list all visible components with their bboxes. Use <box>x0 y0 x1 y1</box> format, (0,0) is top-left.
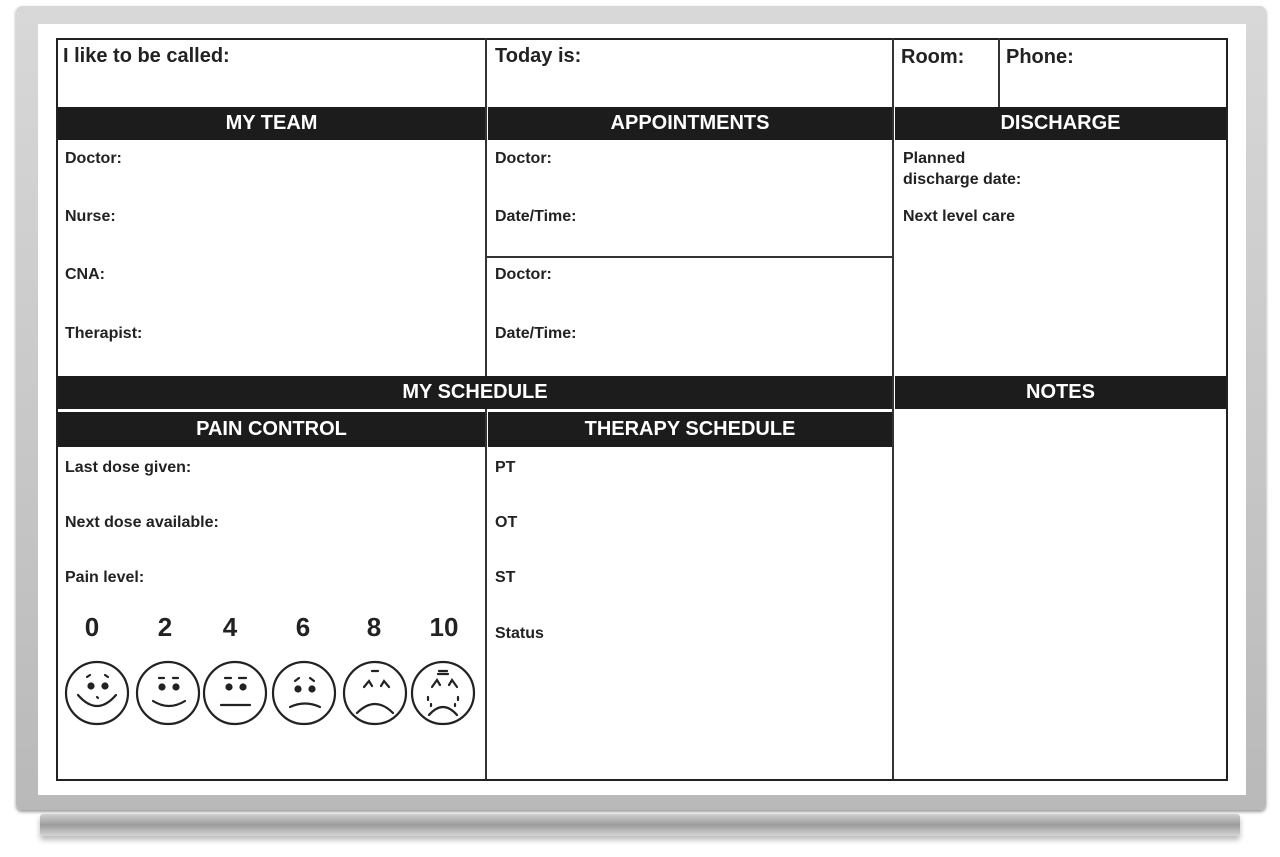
divider <box>998 38 1000 107</box>
face-very-sad-icon <box>344 662 406 724</box>
appt-doctor-label: Doctor: <box>495 150 552 167</box>
phone-label: Phone: <box>1006 46 1074 68</box>
next-level-care-label: Next level care <box>903 208 1016 225</box>
appt-datetime-label: Date/Time: <box>495 208 577 225</box>
header-my-schedule: MY SCHEDULE <box>58 376 892 409</box>
face-very-happy-icon <box>66 662 128 724</box>
pain-faces <box>56 655 486 735</box>
team-therapist-label: Therapist: <box>65 325 143 342</box>
appt-doctor-label: Doctor: <box>495 266 552 283</box>
therapy-st-label: ST <box>495 569 516 586</box>
header-my-team: MY TEAM <box>58 107 485 140</box>
therapy-ot-label: OT <box>495 514 518 531</box>
header-therapy-schedule: THERAPY SCHEDULE <box>488 412 892 447</box>
marker-tray <box>40 814 1240 836</box>
face-sad-icon <box>273 662 335 724</box>
next-dose-label: Next dose available: <box>65 514 219 531</box>
header-pain-control: PAIN CONTROL <box>58 412 485 447</box>
appt-datetime-label: Date/Time: <box>495 325 577 342</box>
pain-scale-10: 10 <box>429 612 459 642</box>
pain-scale-2: 2 <box>157 612 173 642</box>
pain-level-label: Pain level: <box>65 569 145 586</box>
face-crying-icon <box>412 662 474 724</box>
header-notes: NOTES <box>895 376 1226 409</box>
pain-scale-6: 6 <box>295 612 311 642</box>
team-nurse-label: Nurse: <box>65 208 116 225</box>
pain-scale-0: 0 <box>84 612 100 642</box>
called-label: I like to be called: <box>63 45 230 67</box>
header-appointments: APPOINTMENTS <box>488 107 892 140</box>
divider <box>487 256 893 258</box>
room-label: Room: <box>901 46 965 68</box>
divider <box>892 38 894 779</box>
therapy-status-label: Status <box>495 625 544 642</box>
header-discharge: DISCHARGE <box>895 107 1226 140</box>
face-neutral-icon <box>204 662 266 724</box>
team-cna-label: CNA: <box>65 266 105 283</box>
pain-scale-8: 8 <box>366 612 382 642</box>
last-dose-label: Last dose given: <box>65 459 192 476</box>
team-doctor-label: Doctor: <box>65 150 122 167</box>
therapy-pt-label: PT <box>495 459 516 476</box>
pain-scale-4: 4 <box>222 612 238 642</box>
planned-discharge-label: Planned discharge date: <box>903 150 1022 188</box>
face-happy-icon <box>137 662 199 724</box>
today-label: Today is: <box>495 45 582 67</box>
